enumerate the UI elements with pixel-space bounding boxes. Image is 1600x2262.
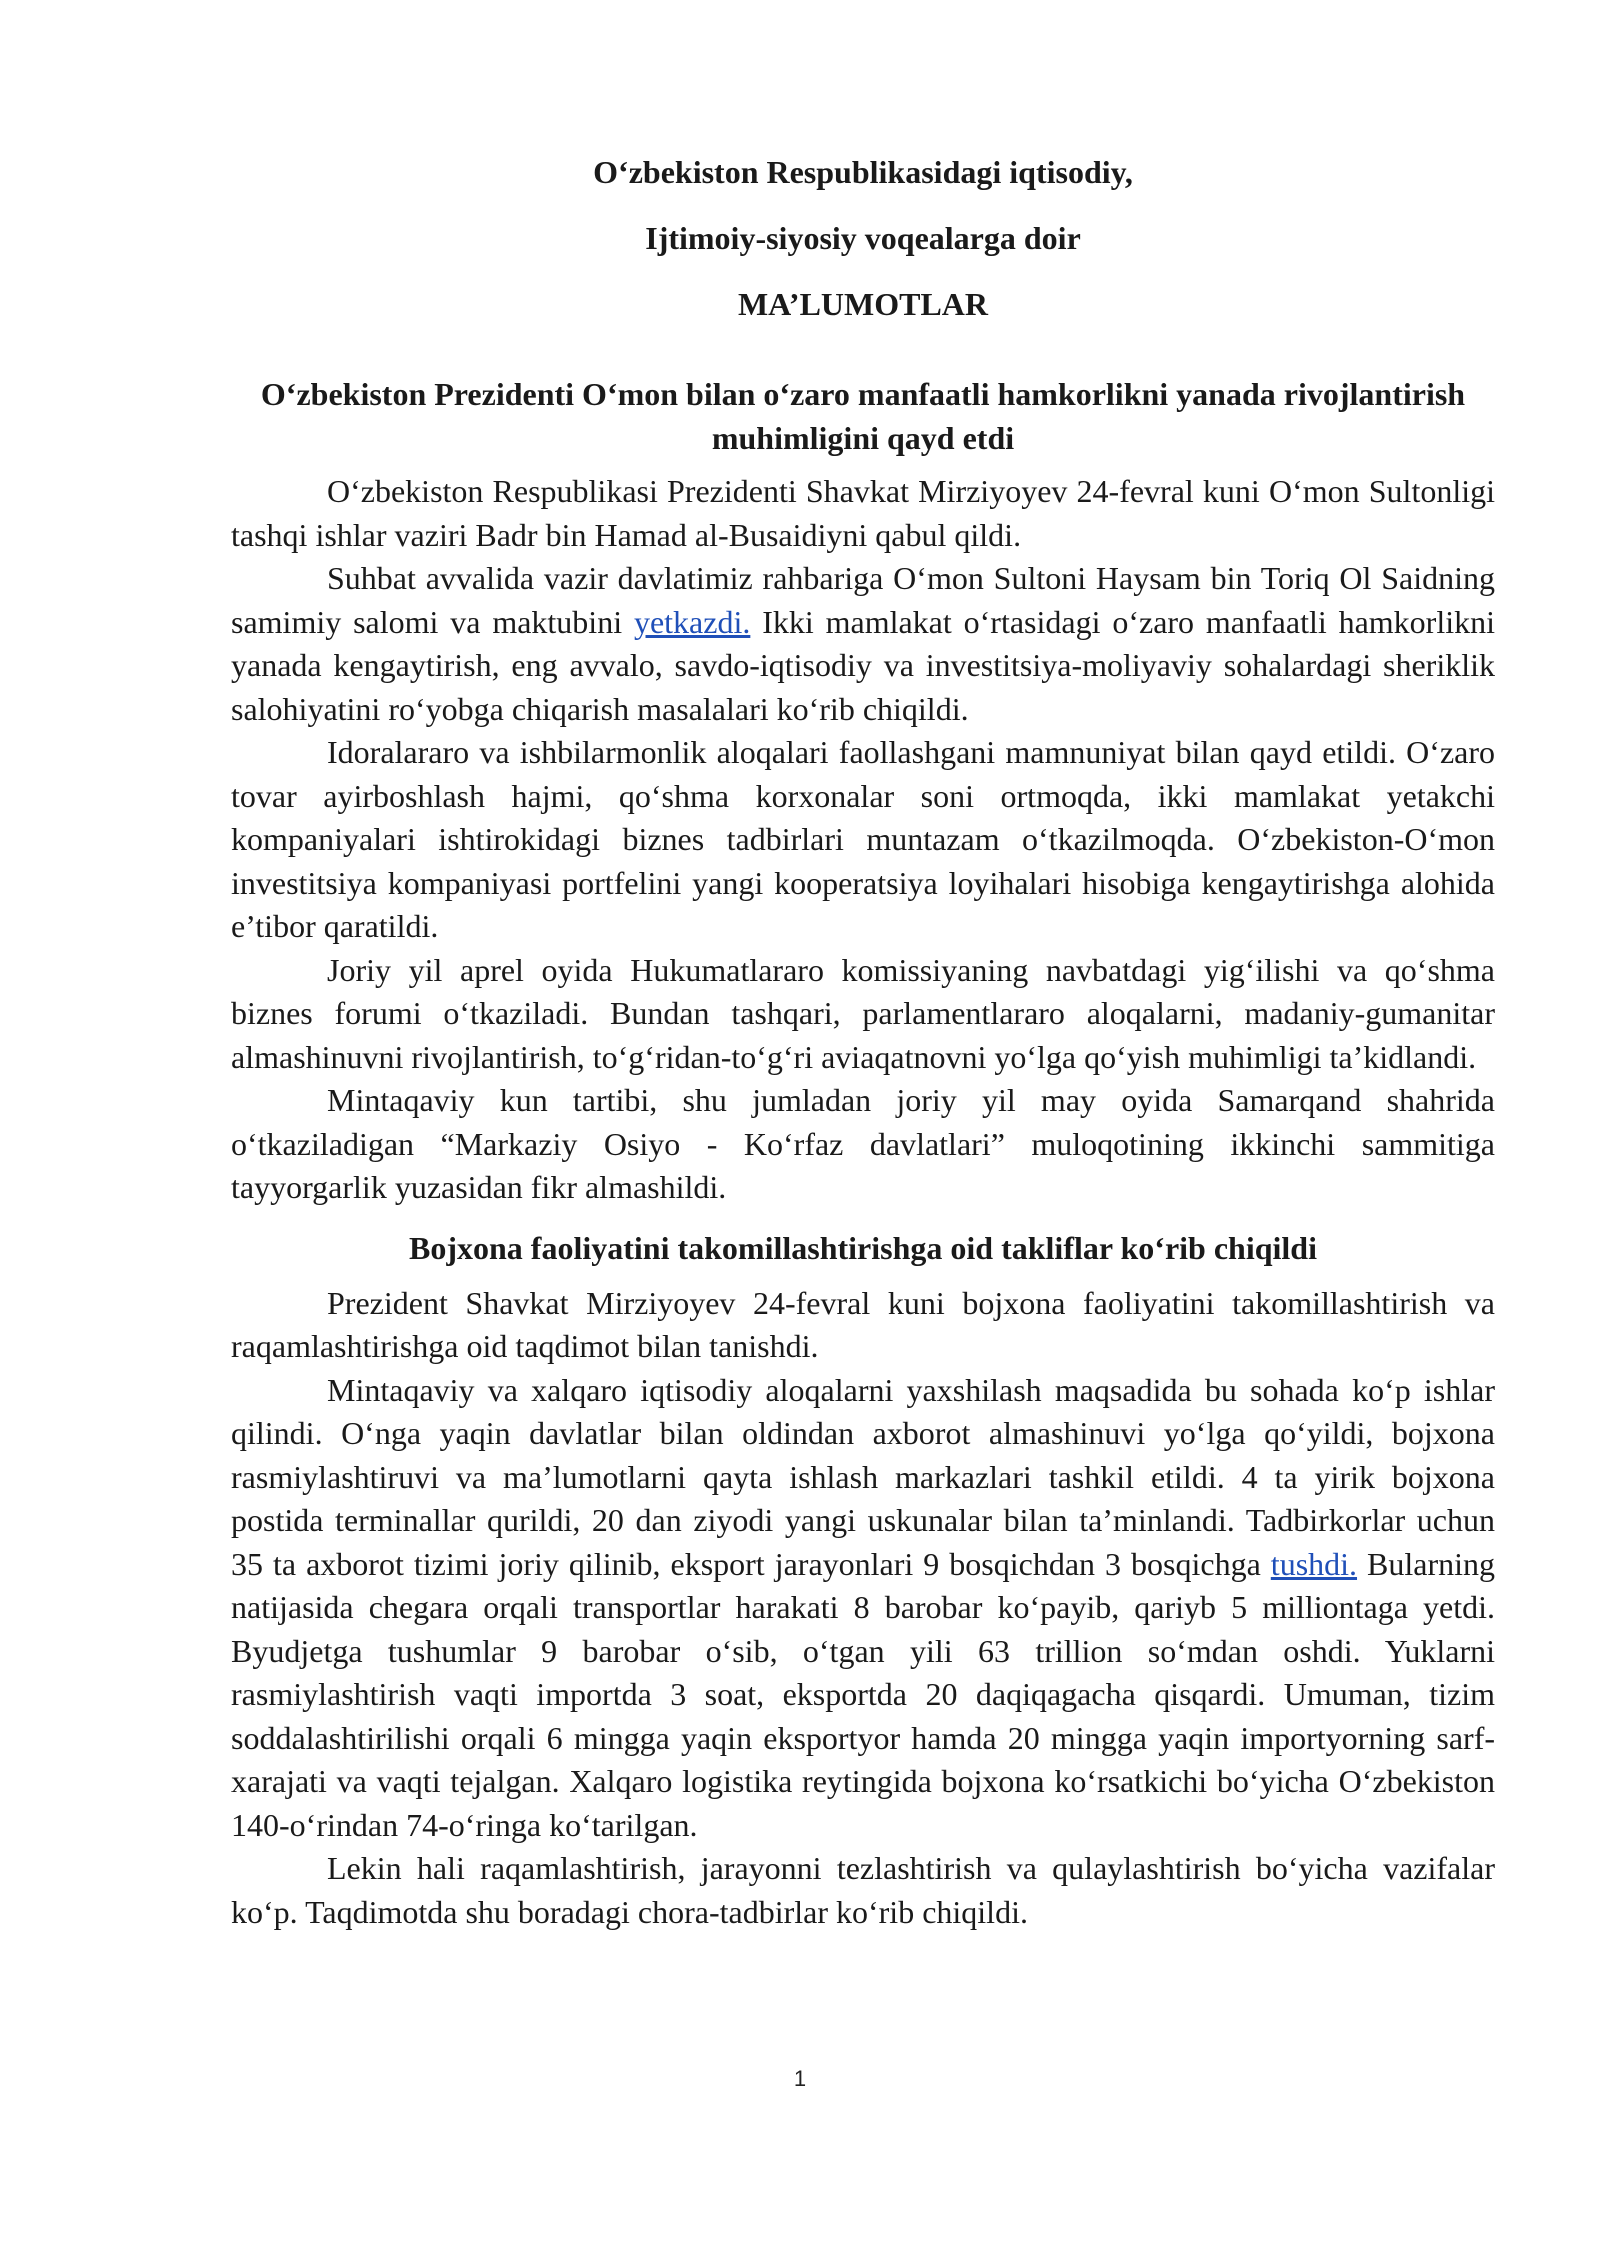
paragraph-text: Ikki mamlakat o‘rtasidagi o‘zaro manfaatli hamkorlikni yanada kengaytirish, eng avvalo, savdo-iqtisodiy va investitsiya-moliyaviy sohalardagi sheriklik salohiyatini ro‘yobga chiqarish masalalari ko‘rib chiqildi. [231, 603, 1496, 727]
document-body [231, 150, 1495, 1934]
section-2-paragraph-2 [231, 1369, 1495, 1848]
paragraph-text: Bularning natijasida chegara orqali transportlar harakati 8 barobar ko‘payib, qariyb 5 milliontaga yetdi. Byudjetga tushumlar 9 barobar o‘sib, o‘tgan yili 63 trillion so‘mdan oshdi. Yuklarni rasmiylashtirish vaqti importda 3 soat, eksportda 20 daqiqagacha qisqardi. Umuman, tizim soddalashtirilishi orqali 6 mingga yaqin eksportyor hamda 20 mingga yaqin importyorning sarf-xarajati va vaqti tejalgan. Xalqaro logistika reytingida bojxona ko‘rsatkichi bo‘yicha O‘zbekiston 140-o‘rindan 74-o‘ringa ko‘tarilgan. [231, 1545, 1496, 1843]
section-1-paragraph-2 [231, 557, 1495, 731]
document-title-line-2: Ijtimoiy-siyosiy voqealarga doir [645, 220, 1081, 256]
paragraph-text: Mintaqaviy va xalqaro iqtisodiy aloqalarni yaxshilash maqsadida bu sohada ko‘p ishlar qilindi. O‘nga yaqin davlatlar bilan oldindan axborot almashinuvi yo‘lga qo‘yildi, bojxona rasmiylashtiruvi va ma’lumotlarni qayta ishlash markazlari tashkil etildi. 4 ta yirik bojxona postida terminallar qurildi, 20 dan ziyodi yangi uskunalar bilan ta’minlandi. Tadbirkorlar uchun 35 ta axborot tizimi joriy qilinib, eksport jarayonlari 9 bosqichdan 3 bosqichga [231, 1371, 1495, 1582]
section-2-paragraph-1: Prezident Shavkat Mirziyoyev 24-fevral kuni bojxona faoliyatini takomillashtirish va raqamlashtirishga oid taqdimot bilan tanishdi. [231, 1284, 1495, 1364]
section-1-paragraph-3: Idoralararo va ishbilarmonlik aloqalari faollashgani mamnuniyat bilan qayd etildi. O‘zaro tovar ayirboshlash hajmi, qo‘shma korxonalar soni ortmoqda, ikki mamlakat yetakchi kompaniyalari ishtirokidagi biznes tadbirlari muntazam o‘tkazilmoqda. O‘zbekiston-O‘mon investitsiya kompaniyasi portfelini yangi kooperatsiya loyihalari hisobiga kengaytirishga alohida e’tibor qaratildi. [231, 734, 1495, 944]
page-number: 1 [793, 2066, 807, 2091]
section-1-paragraph-5: Mintaqaviy kun tartibi, shu jumladan joriy yil may oyida Samarqand shahrida o‘tkaziladigan “Markaziy Osiyo - Ko‘rfaz davlatlari” muloqotining ikkinchi sammitiga tayyorgarlik yuzasidan fikr almashildi. [231, 1082, 1495, 1205]
yetkazdi-link[interactable]: yetkazdi. [633, 603, 751, 640]
section-1-paragraph-4: Joriy yil aprel oyida Hukumatlararo komissiyaning navbatdagi yig‘ilishi va qo‘shma biznes forumi o‘tkaziladi. Bundan tashqari, parlamentlararo aloqalarni, madaniy-gumanitar almashinuvni rivojlantirish, to‘g‘ridan-to‘g‘ri aviaqatnovni yo‘lga qo‘yish muhimligi ta’kidlandi. [231, 951, 1495, 1075]
section-1-heading: O‘zbekiston Prezidenti O‘mon bilan o‘zaro manfaatli hamkorlikni yanada rivojlantirish muhimligini qayd etdi [260, 376, 1466, 456]
paragraph-text: Suhbat avvalida vazir davlatimiz rahbariga O‘mon Sultoni Haysam bin Toriq Ol Saidning samimiy salomi va maktubini [231, 560, 1495, 640]
section-2-paragraph-3: Lekin hali raqamlashtirish, jarayonni tezlashtirish va qulaylashtirish bo‘yicha vazifalar ko‘p. Taqdimotda shu boradagi chora-tadbirlar ko‘rib chiqildi. [231, 1850, 1495, 1930]
tushdi-link[interactable]: tushdi. [1270, 1545, 1358, 1582]
document-title-line-1: O‘zbekiston Respublikasidagi iqtisodiy, [593, 154, 1133, 190]
section-1-paragraph-1: O‘zbekiston Respublikasi Prezidenti Shavkat Mirziyoyev 24-fevral kuni O‘mon Sultonligi tashqi ishlar vaziri Badr bin Hamad al-Busaidiyni qabul qildi. [231, 473, 1495, 553]
section-2-heading: Bojxona faoliyatini takomillashtirishga oid takliflar ko‘rib chiqildi [409, 1229, 1317, 1266]
document-title-line-3: MA’LUMOTLAR [737, 286, 989, 322]
